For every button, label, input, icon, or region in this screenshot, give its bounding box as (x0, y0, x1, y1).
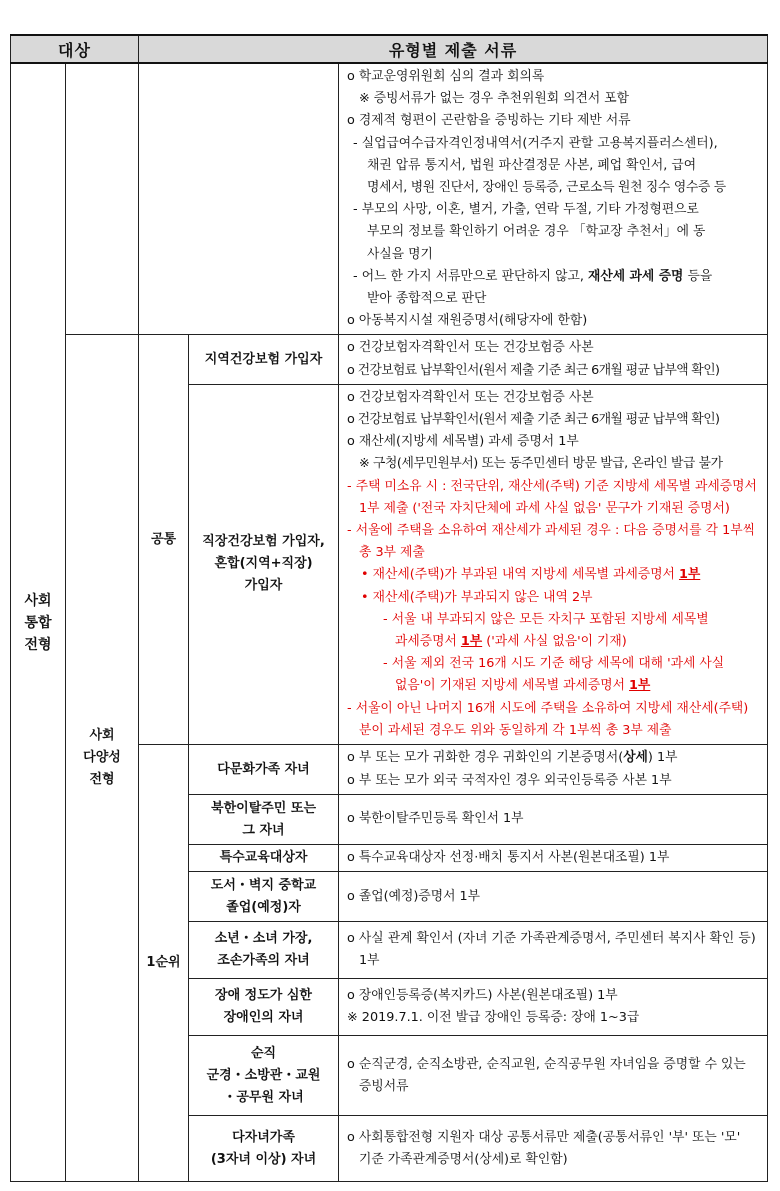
doc-text: o 부 또는 모가 귀화한 경우 귀화인의 기본증명서( (347, 750, 624, 766)
category-cell (11, 63, 66, 1182)
rank-name: 순직 군경・소방관・교원 ・공무원 자녀 (206, 1045, 321, 1105)
doc-line (347, 747, 761, 769)
common-label: 공통 (139, 335, 189, 745)
rank-name: 장애 정도가 심한 장애인의 자녀 (215, 988, 312, 1026)
doc-text: 등을 (683, 268, 713, 284)
doc-text: - 서울 제외 전국 16개 시도 기준 해당 세목에 대해 '과세 사실 없음'이 기재된 지방세 세목별 과세증명서 (383, 656, 725, 694)
rank-row-label: 다문화가족 자녀 (189, 745, 339, 795)
category-label: 사회 통합 전형 (24, 592, 52, 653)
doc-emphasis: 재산세 과세 증명 (587, 268, 684, 284)
doc-text: ('과세 사실 없음'이 기재) (482, 634, 627, 650)
doc-text: - 어느 한 가지 서류만으로 판단하지 않고, (353, 268, 588, 284)
doc-emphasis: 1부 (460, 634, 483, 650)
rank-row-docs (339, 922, 768, 979)
rank-row-docs (339, 795, 768, 845)
doc-line: o 건강보험료 납부확인서(원서 제출 기준 최근 6개월 평균 납부액 확인) (347, 412, 720, 428)
doc-text: • 재산세(주택)가 부과된 내역 지방세 세목별 과세증명서 (361, 567, 679, 583)
doc-line (347, 266, 761, 288)
doc-line: ※ 증빙서류가 없는 경우 추천위원회 의견서 포함 (359, 91, 630, 107)
header-target: 대상 (11, 35, 139, 63)
red-note: - 주택 미소유 시 : 전국단위, 재산세(주택) 기준 지방세 세목별 과세증명서 1부 제출 ('전국 자치단체에 과세 사실 없음' 문구가 기재된 증명서) (347, 478, 757, 516)
doc-emphasis: 1부 (629, 678, 651, 694)
rank-row-label (189, 795, 339, 845)
first-rank-label: 1순위 (139, 745, 189, 1182)
subcategory-cell (66, 335, 139, 1182)
doc-line: o 건강보험자격확인서 또는 건강보험증 사본 (347, 340, 594, 356)
doc-text: - 서울 내 부과되지 않은 모든 자치구 포함된 지방세 세목별 과세증명서 (383, 611, 709, 650)
rank-row-label (189, 872, 339, 922)
workplace-insurance-label (189, 384, 339, 744)
doc-line: o 졸업(예정)증명서 1부 (347, 888, 481, 904)
doc-line: o 재산세(지방세 세목별) 과세 증명서 1부 (347, 434, 579, 450)
red-note: - 서울에 주택을 소유하여 재산세가 과세된 경우 : 다음 증명서를 각 1부씩 총 3부 제출 (347, 523, 755, 561)
rank-row-docs (339, 1116, 768, 1182)
rank-row-label (189, 979, 339, 1036)
doc-line: o 북한이탈주민등록 확인서 1부 (347, 811, 524, 827)
doc-line: - 부모의 사망, 이혼, 별거, 가출, 연락 두절, 기타 가정형편으로 (353, 202, 699, 218)
doc-line: ※ 구청(세무민원부서) 또는 동주민센터 방문 발급, 온라인 발급 불가 (359, 456, 723, 472)
rank-row-docs (339, 872, 768, 922)
doc-line: 받아 종합적으로 판단 (367, 291, 487, 307)
doc-line: o 건강보험자격확인서 또는 건강보험증 사본 (347, 389, 594, 405)
workplace-docs (339, 384, 768, 744)
top-docs (339, 63, 768, 335)
doc-line: - 실업급여수급자격인정내역서(거주지 관할 고용복지플러스센터), (353, 135, 718, 151)
doc-line: 사실을 명기 (367, 246, 433, 262)
regional-insurance-label: 지역건강보험 가입자 (189, 335, 339, 384)
rank-name: 소년・소녀 가장, 조손가족의 자녀 (214, 931, 313, 969)
doc-line: ※ 2019.7.1. 이전 발급 장애인 등록증: 장애 1~3급 (347, 1010, 640, 1026)
rank-row-docs (339, 845, 768, 872)
doc-line: o 장애인등록증(복지카드) 사본(원본대조필) 1부 (347, 988, 618, 1004)
rank-name: 북한이탈주민 또는 그 자녀 (211, 800, 317, 838)
rank-row-docs (339, 979, 768, 1036)
doc-line: o 건강보험료 납부확인서(원서 제출 기준 최근 6개월 평균 납부액 확인) (347, 362, 720, 378)
table-row (11, 335, 768, 384)
rank-name: 다자녀가족 (3자녀 이상) 자녀 (210, 1129, 317, 1167)
rank-row-docs (339, 745, 768, 795)
doc-line: o 아동복지시설 재원증명서(해당자에 한함) (347, 313, 588, 329)
rank-row-docs (339, 1036, 768, 1116)
doc-line: o 사회통합전형 지원자 대상 공통서류만 제출(공통서류인 '부' 또는 '모' 기준 가족관계증명서(상세)로 확인함) (347, 1129, 741, 1167)
table-header (11, 35, 768, 63)
red-note: • 재산세(주택)가 부과되지 않은 내역 2부 (361, 589, 593, 605)
doc-line: o 학교운영위원회 심의 결과 회의록 (347, 69, 545, 84)
doc-line: 채권 압류 통지서, 법원 파산결정문 사본, 폐업 확인서, 급여 (367, 157, 697, 173)
workplace-name: 직장건강보험 가입자, 혼합(지역+직장) 가입자 (202, 534, 325, 594)
doc-emphasis: 1부 (678, 567, 701, 583)
subcategory-label: 사회 다양성 전형 (83, 728, 121, 788)
red-note (347, 564, 761, 586)
doc-text: ) 1부 (647, 750, 678, 766)
header-documents: 유형별 제출 서류 (139, 35, 768, 63)
doc-line: o 순직군경, 순직소방관, 순직교원, 순직공무원 자녀임을 증명할 수 있는 증빙서류 (347, 1056, 746, 1094)
doc-emphasis: 상세 (623, 750, 648, 766)
regional-docs (339, 335, 768, 384)
rank-row-label (189, 1116, 339, 1182)
doc-line: o 경제적 형편이 곤란함을 증빙하는 기타 제반 서류 (347, 113, 631, 129)
red-note (347, 653, 761, 697)
table-row (11, 63, 768, 335)
rank-name: 도서・벽지 중학교 졸업(예정)자 (210, 877, 317, 915)
red-note (347, 609, 761, 653)
rank-row-label (189, 922, 339, 979)
doc-line: o 부 또는 모가 외국 국적자인 경우 외국인등록증 사본 1부 (347, 772, 672, 788)
doc-line: 부모의 정보를 확인하기 어려운 경우 「학교장 추천서」에 동 (367, 224, 706, 240)
document-table (10, 34, 768, 1182)
doc-line: o 사실 관계 확인서 (자녀 기준 가족관계증명서, 주민센터 복지사 확인 등) 1부 (347, 931, 756, 969)
red-note: - 서울이 아닌 나머지 16개 시도에 주택을 소유하여 지방세 재산세(주택)분이 과세된 경우도 위와 동일하게 각 1부씩 총 3부 제출 (347, 700, 749, 738)
doc-line: o 특수교육대상자 선정·배치 통지서 사본(원본대조필) 1부 (347, 850, 670, 866)
rank-row-label (189, 1036, 339, 1116)
doc-line: 명세서, 병원 진단서, 장애인 등록증, 근로소득 원천 징수 영수증 등 (367, 180, 726, 196)
rank-row-label: 특수교육대상자 (189, 845, 339, 872)
